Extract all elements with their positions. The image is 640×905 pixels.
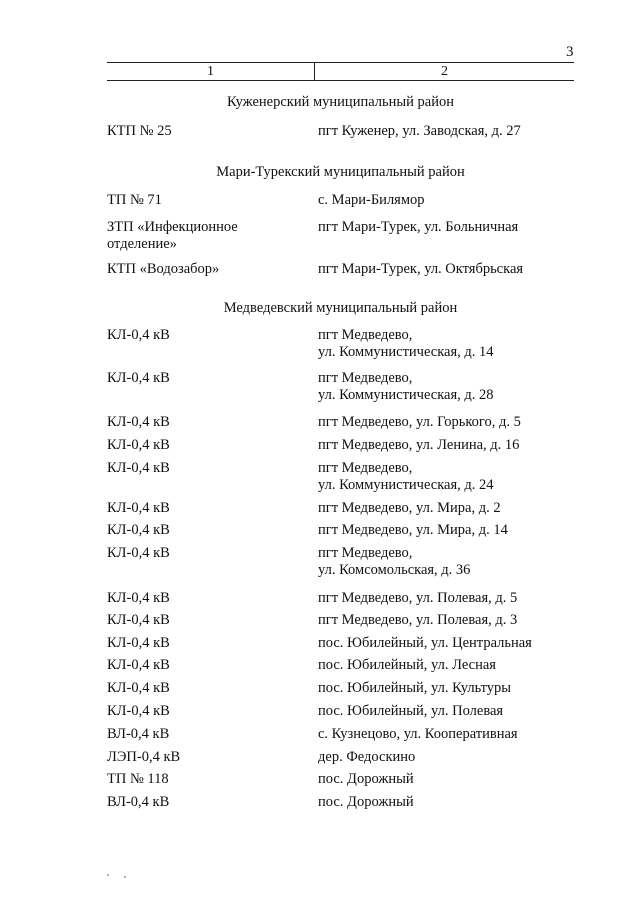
district-title: Медведевский муниципальный район bbox=[223, 300, 458, 316]
object-cell: ВЛ-0,4 кВ bbox=[107, 794, 170, 810]
object-cell: КЛ-0,4 кВ bbox=[107, 657, 170, 673]
object-cell: КЛ-0,4 кВ bbox=[107, 370, 170, 386]
column-header bbox=[107, 62, 574, 81]
object-cell: КЛ-0,4 кВ bbox=[107, 437, 170, 453]
object-cell: КТП № 25 bbox=[107, 123, 172, 139]
object-cell: КЛ-0,4 кВ bbox=[107, 612, 170, 628]
address-cell: с. Мари-Билямор bbox=[318, 192, 425, 208]
address-cell: с. Кузнецово, ул. Кооперативная bbox=[318, 726, 518, 742]
address-cell: пгт Куженер, ул. Заводская, д. 27 bbox=[318, 123, 521, 139]
object-cell: КЛ-0,4 кВ bbox=[107, 635, 170, 651]
page-number: 3 bbox=[566, 44, 574, 60]
object-cell: КЛ-0,4 кВ bbox=[107, 500, 170, 516]
scan-speck bbox=[107, 874, 109, 876]
object-cell: ЗТП «Инфекционное отделение» bbox=[107, 219, 238, 252]
address-cell: пгт Медведево, ул. Коммунистическая, д. 14 bbox=[318, 327, 494, 360]
address-cell: пос. Дорожный bbox=[318, 794, 414, 810]
object-cell: ТП № 118 bbox=[107, 771, 169, 787]
scan-speck bbox=[124, 876, 126, 878]
object-cell: КЛ-0,4 кВ bbox=[107, 703, 170, 719]
address-cell: пос. Юбилейный, ул. Лесная bbox=[318, 657, 496, 673]
object-cell: ТП № 71 bbox=[107, 192, 162, 208]
address-cell: пгт Мари-Турек, ул. Октябрьская bbox=[318, 261, 524, 277]
object-cell: КЛ-0,4 кВ bbox=[107, 680, 170, 696]
column-header-2: 2 bbox=[441, 64, 448, 79]
object-cell: КЛ-0,4 кВ bbox=[107, 522, 170, 538]
address-cell: пос. Юбилейный, ул. Культуры bbox=[318, 680, 512, 696]
address-cell: пгт Медведево, ул. Коммунистическая, д. 28 bbox=[318, 370, 494, 403]
address-cell: пгт Медведево, ул. Ленина, д. 16 bbox=[318, 437, 520, 453]
column-header-1: 1 bbox=[207, 64, 214, 79]
address-cell: пос. Юбилейный, ул. Полевая bbox=[318, 703, 504, 719]
address-cell: пгт Медведево, ул. Мира, д. 14 bbox=[318, 522, 508, 538]
address-cell: пгт Медведево, ул. Мира, д. 2 bbox=[318, 500, 501, 516]
object-cell: ЛЭП-0,4 кВ bbox=[107, 749, 181, 765]
address-cell: пос. Дорожный bbox=[318, 771, 414, 787]
address-cell: пгт Медведево, ул. Коммунистическая, д. 24 bbox=[318, 460, 494, 493]
object-cell: КЛ-0,4 кВ bbox=[107, 590, 170, 606]
address-cell: дер. Федоскино bbox=[318, 749, 416, 765]
district-title: Мари-Турекский муниципальный район bbox=[216, 164, 465, 180]
district-title: Куженерский муниципальный район bbox=[227, 94, 454, 110]
object-cell: ВЛ-0,4 кВ bbox=[107, 726, 170, 742]
object-cell: КЛ-0,4 кВ bbox=[107, 545, 170, 561]
object-cell: КЛ-0,4 кВ bbox=[107, 460, 170, 476]
address-cell: пгт Медведево, ул. Полевая, д. 3 bbox=[318, 612, 518, 628]
object-cell: КТП «Водозабор» bbox=[107, 261, 220, 277]
address-cell: пос. Юбилейный, ул. Центральная bbox=[318, 635, 532, 651]
address-cell: пгт Медведево, ул. Комсомольская, д. 36 bbox=[318, 545, 471, 578]
address-cell: пгт Медведево, ул. Полевая, д. 5 bbox=[318, 590, 518, 606]
address-cell: пгт Медведево, ул. Горького, д. 5 bbox=[318, 414, 521, 430]
object-cell: КЛ-0,4 кВ bbox=[107, 414, 170, 430]
object-cell: КЛ-0,4 кВ bbox=[107, 327, 170, 343]
address-cell: пгт Мари-Турек, ул. Больничная bbox=[318, 219, 519, 235]
